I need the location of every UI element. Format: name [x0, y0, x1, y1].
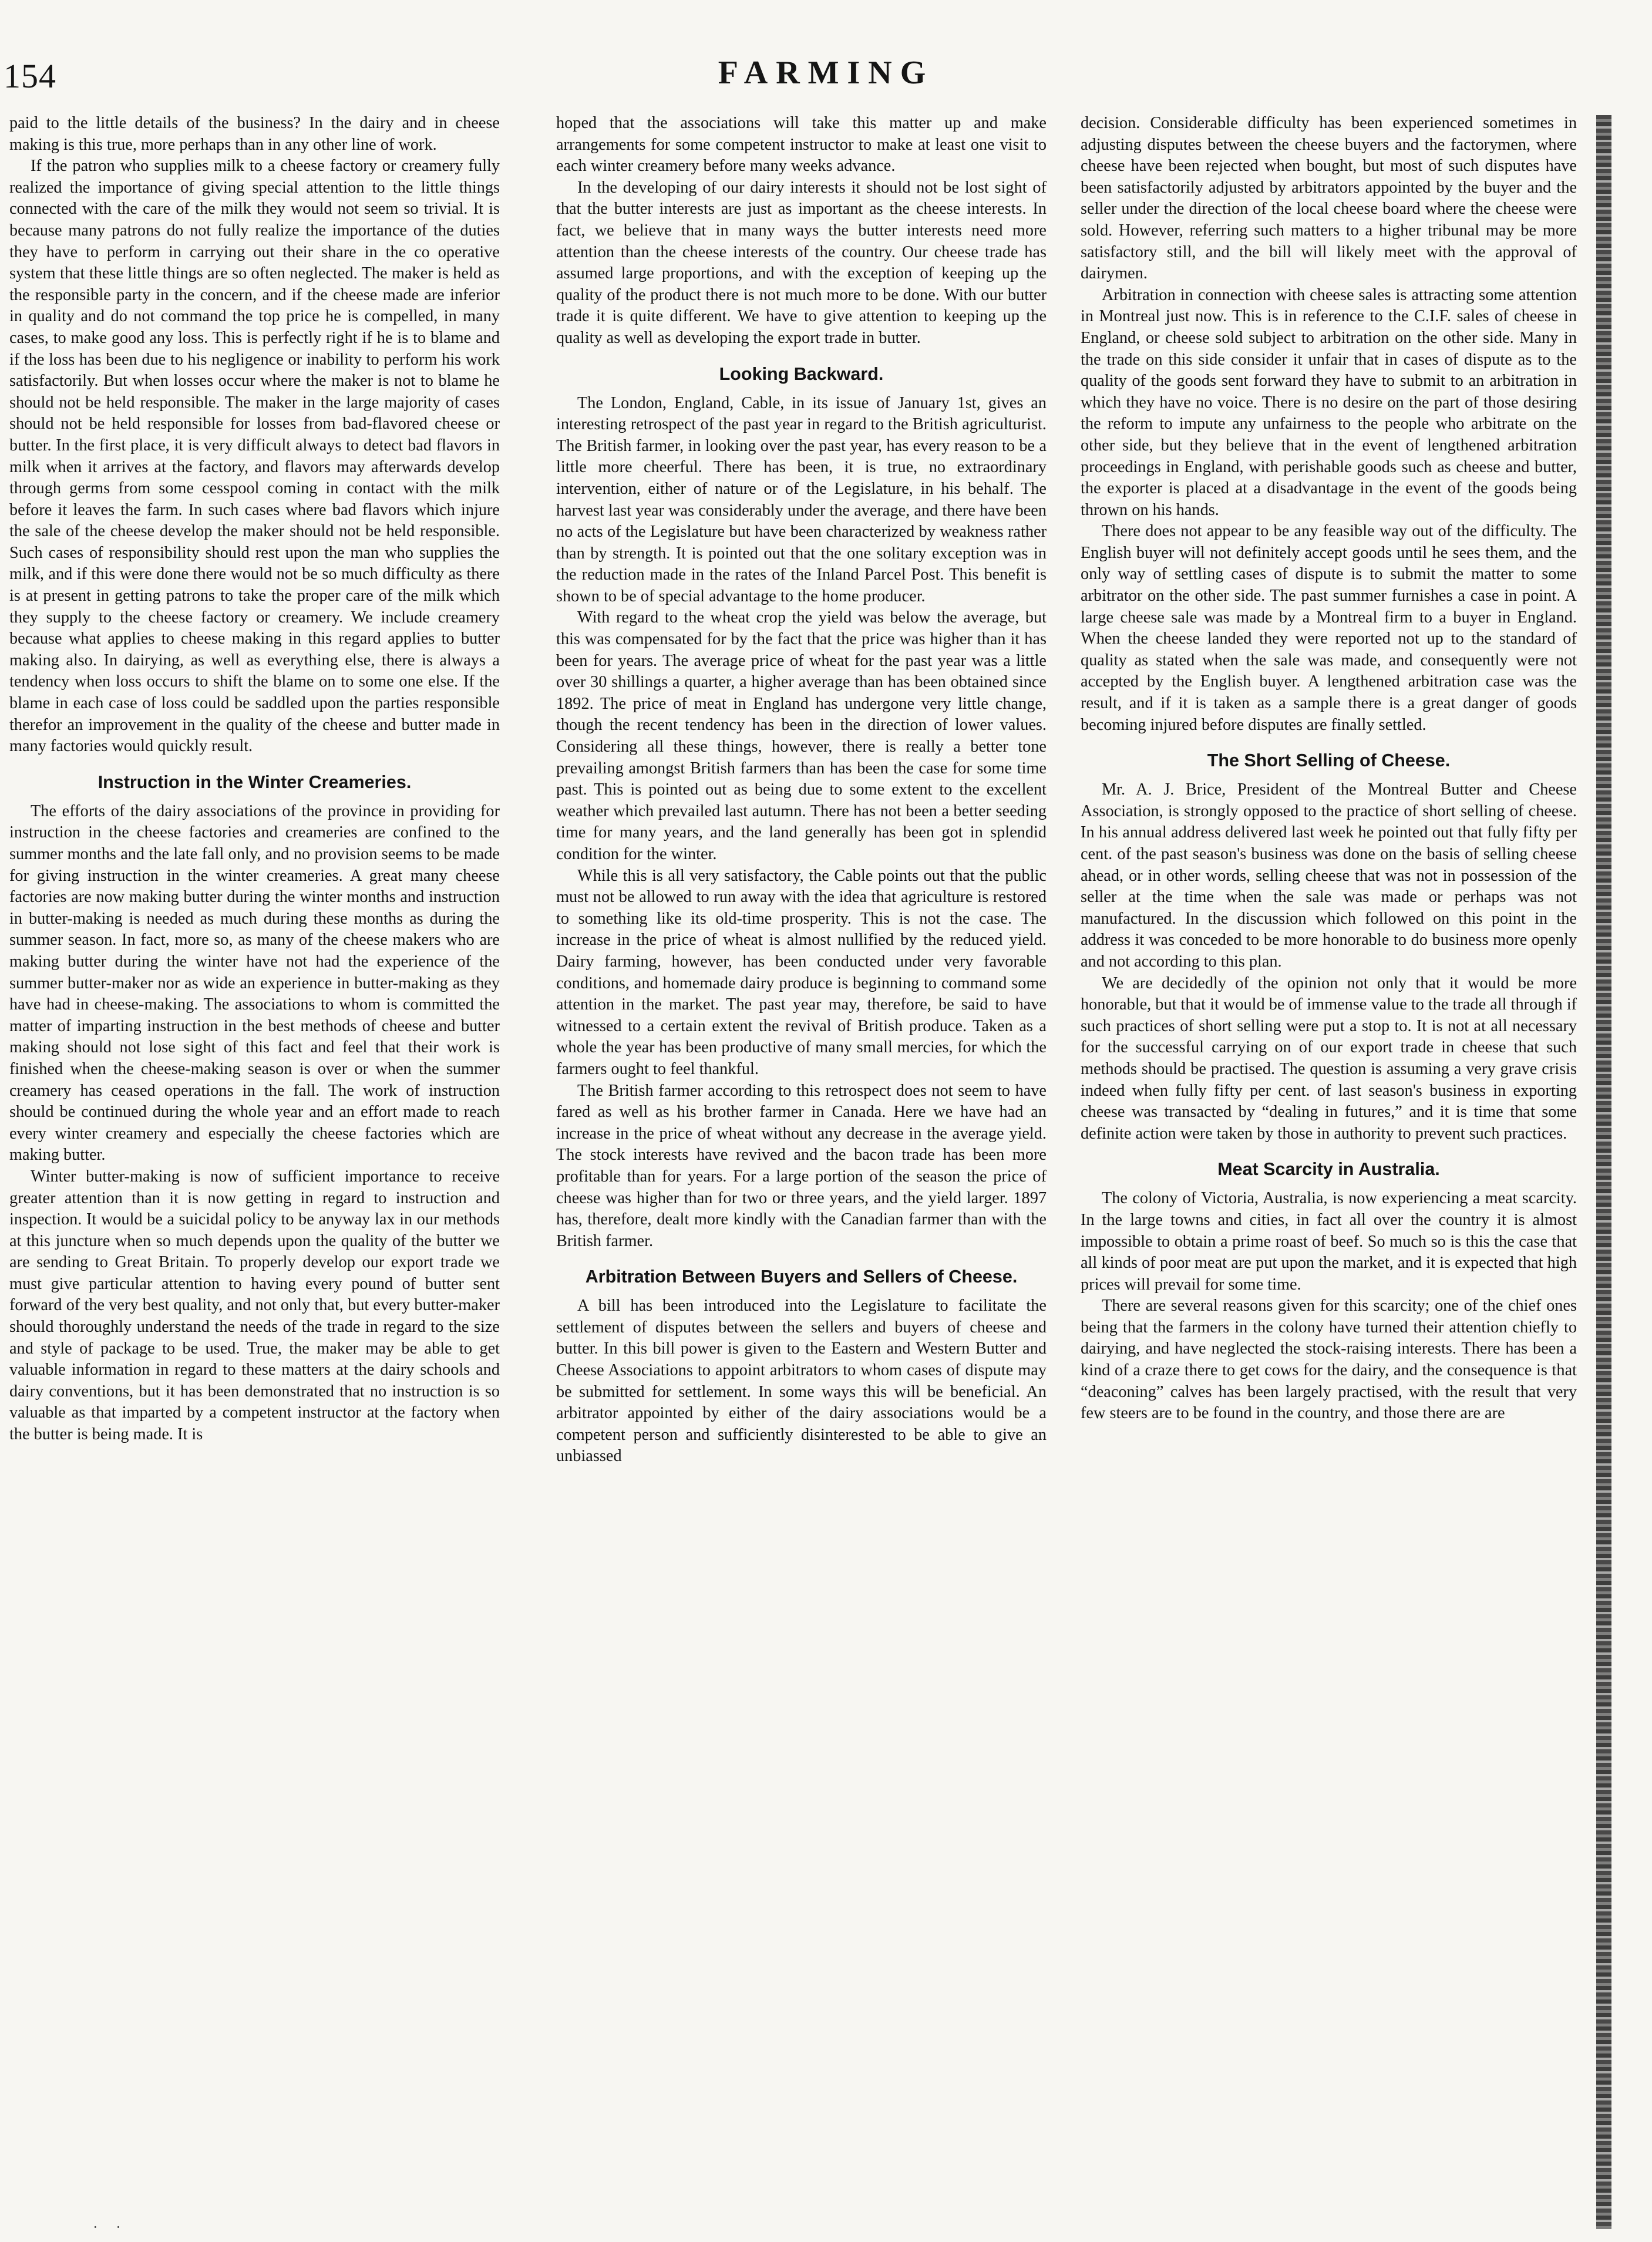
article-heading: The Short Selling of Cheese. [1207, 750, 1451, 771]
column-1 [9, 113, 500, 1446]
journal-title: FARMING [718, 55, 934, 91]
article-paragraph: Winter butter-making is now of sufficient importance to receive greater attention than it is now getting in regard to instruction and inspection. It would be a suicidal policy to be anyway lax in our methods at this juncture when so much depends upon the quality of the butter we are sending to Great Britain. To properly develop our export trade we must give particular attention to having every pound of butter sent forward of the very best quality, and not only that, but every butter-maker should thoroughly understand the needs of the trade in regard to the size and style of package to be used. True, the maker may be able to get valuable information in regard to these matters at the dairy schools and dairy conventions, but it has been demonstrated that no instruction is so valuable as that imparted by a competent instructor at the factory when the butter is being made. It is [9, 1167, 500, 1444]
column-3 [1081, 113, 1577, 1425]
article-paragraph: If the patron who supplies milk to a cheese factory or creamery fully realized the importance of giving special attention to the little things connected with the care of the milk they would not seem so trivial. It is because many patrons do not fully realize the importance of the duties they have to perform in carrying out their share in the co operative system that these little things are so often neglected. The maker is held as the responsible party in the concern, and if the cheese made are inferior in quality and do not command the top price he is compelled, in many cases, to make good any loss. This is perfectly right if he is to blame and if the loss has been due to his negligence or inability to perform his work satisfactorily. But when losses occur where the maker is not to blame he should not be held responsible. The maker in the large majority of cases should not be held responsible for losses from bad-flavored cheese or butter. In the first place, it is very difficult always to detect bad flavors in milk when it arrives at the factory, and flavors may afterwards develop through germs from some cesspool coming in contact with the milk before it leaves the farm. In such cases where bad flavors which injure the sale of the cheese develop the maker should not be held responsible. Such cases of responsibility should rest upon the man who supplies the milk, and if this were done there would not be so much difficulty as there is at present in getting patrons to take the proper care of the milk which they supply to the cheese factory or creamery. We include creamery because what applies to cheese making in this regard applies to butter making also. In dairying, as well as everything else, there is always a tendency when loss occurs to shift the blame on to some one else. If the blame in each case of loss could be saddled upon the parties responsible therefor an improvement in the quality of the cheese and butter made in many factories would quickly result. [9, 157, 500, 756]
article-paragraph: decision. Considerable difficulty has been experienced sometimes in adjusting disputes between the cheese buyers and the factorymen, where cheese have been rejected when bought, but most of such disputes have been satisfactorily adjusted by arbitrators appointed by the buyer and the seller under the direction of the local cheese board where the cheese were sold. However, referring such matters to a higher tribunal may be more satisfactory still, and the bill will likely meet with the approval of dairymen. [1081, 114, 1577, 283]
article-paragraph: Mr. A. J. Brice, President of the Montreal Butter and Cheese Association, is strongly opposed to the practice of short selling of cheese. In his annual address delivered last week he pointed out that fully fifty per cent. of the past season's business was done on the basis of selling cheese ahead, or in other words, selling cheese that was not in possession of the seller at the time when the sale was made or perhaps was not manufactured. In the discussion which followed on this point in the address it was conceded to be more honorable to do business more openly and not according to this plan. [1081, 780, 1577, 971]
article-paragraph: A bill has been introduced into the Legislature to facilitate the settlement of disputes between the sellers and buyers of cheese and butter. In this bill power is given to the Eastern and Western Butter and Cheese Associations to appoint arbitrators to whom cases of dispute may be submitted for settlement. In some ways this will be beneficial. An arbitrator appointed by either of the dairy associations would be a competent person and sufficiently disinterested to be able to give an unbiassed [556, 1297, 1047, 1466]
column-2 [556, 113, 1047, 1467]
article-paragraph: There does not appear to be any feasible way out of the difficulty. The English buyer will not definitely accept goods until he sees them, and the only way of settling cases of dispute is to submit the matter to some arbitrator on the other side. The past summer furnishes a case in point. A large cheese sale was made by a Montreal firm to a buyer in England. When the cheese landed they were reported not up to the standard of quality as stated when the sale was made, and consequently were not accepted by the English buyer. A lengthened arbitration case was the result, and if it is taken as a sample there is a great danger of goods becoming injured before disputes are finally settled. [1081, 522, 1577, 734]
article-paragraph: While this is all very satisfactory, the Cable points out that the public must not be allowed to run away with the idea that agriculture is restored to something like its old-time prosperity. This is not the case. The increase in the price of wheat is almost nullified by the reduced yield. Dairy farming, however, has been conducted under very favorable conditions, and homemade dairy produce is beginning to command some attention in the market. The past year may, therefore, be said to have witnessed to a certain extent the revival of British produce. Taken as a whole the year has been productive of many small mercies, for which the farmers ought to feel thankful. [556, 866, 1047, 1078]
article-heading: Instruction in the Winter Creameries. [97, 772, 412, 792]
article-paragraph: With regard to the wheat crop the yield was below the average, but this was compensated for by the fact that the price was higher than it has been for years. The average price of wheat for the past year was a little over 30 shillings a quarter, a higher average than has been obtained since 1892. The price of meat in England has undergone very little change, though the recent tendency has been in the direction of lower values. Considering all these things, however, there is really a better tone prevailing amongst British farmers than has been the case for some time past. This is pointed out as being due to some extent to the excellent weather which prevailed last autumn. There has not been a better seeding time for many years, and the land generally has been got in splendid condition for the winter. [556, 608, 1047, 863]
article-paragraph: Arbitration in connection with cheese sales is attracting some attention in Montreal just now. This is in reference to the C.I.F. sales of cheese in England, or cheese sold subject to arbitration on the other side. Many in the trade on this side consider it unfair that in cases of dispute as to the quality of the goods sent forward they have to submit to an arbitration in which they have no voice. There is no desire on the part of those desiring the reform to impute any unfairness to the people who arbitrate on the other side, but they believe that in the event of lengthened arbitration proceedings in England, with perishable goods such as cheese and butter, the exporter is placed at a disadvantage in the event of the goods being thrown on his hands. [1081, 285, 1577, 519]
article-paragraph: We are decidedly of the opinion not only that it would be more honorable, but that it would be of immense value to the trade all through if such practices of short selling were put a stop to. It is not at all necessary for the successful carrying on of our export trade in cheese that such methods should be practised. The question is assuming a very grave crisis indeed when fully fifty per cent. of last season's business in exporting cheese was transacted by “dealing in futures,” and it is time that some definite action were taken by those in authority to prevent such practices. [1081, 974, 1577, 1143]
article-heading: Meat Scarcity in Australia. [1217, 1159, 1440, 1180]
article-heading: Arbitration Between Buyers and Sellers of Cheese. [585, 1267, 1018, 1287]
article-paragraph: In the developing of our dairy interests it should not be lost sight of that the butter interests are just as important as the cheese interests. In fact, we believe that in many ways the butter interests need more attention than the cheese interests of the country. Our cheese trade has assumed large proportions, and with the exception of keeping up the quality of the product there is not much more to be done. With our butter trade it is quite different. We have to give attention to keeping up the quality as well as developing the export trade in butter. [556, 178, 1047, 347]
article-paragraph: hoped that the associations will take this matter up and make arrangements for some competent instructor to make at least one visit to each winter creamery before many weeks advance. [556, 114, 1047, 176]
article-paragraph: The efforts of the dairy associations of the province in providing for instruction in the cheese factories and creameries are confined to the summer months and the late fall only, and no provision seems to be made for giving instruction in the winter creameries. A great many cheese factories are now making butter during the winter months and instruction in butter-making is needed as much during these months as during the summer season. In fact, more so, as many of the cheese makers who are making butter during the winter have not had the experience of the summer butter-maker nor as wide an experience in butter-making as they have had in cheese-making. The associations to whom is committed the matter of imparting instruction in the best methods of cheese and butter making should not lose sight of this fact and feel that their work is finished when the cheese-making season is over or when the summer creamery has ceased operations in the fall. The work of instruction should be continued during the whole year and an effort made to reach every winter creamery and especially the cheese factories which are making butter. [9, 802, 500, 1164]
scan-speck-marks: · · [93, 2219, 128, 2236]
article-paragraph: The London, England, Cable, in its issue of January 1st, gives an interesting retrospect of the past year in regard to the British agriculturist. The British farmer, in looking over the past year, has every reason to be a little more cheerful. There has been, it is true, no extraordinary intervention, either of nature or of the Legislature, in his behalf. The harvest last year was considerably under the average, and there have been no acts of the Legislature but have been characterized by weakness rather than by strength. It is pointed out that the one solitary exception was in the reduction made in the rates of the Inland Parcel Post. This benefit is shown to be of special advantage to the home producer. [556, 393, 1047, 605]
article-heading: Looking Backward. [719, 363, 884, 384]
article-paragraph: The British farmer according to this retrospect does not seem to have fared as well as his brother farmer in Canada. Here we have had an increase in the price of wheat without any decrease in the average yield. The stock interests have revived and the bacon trade has been more profitable than for years. For a large portion of the season the price of cheese was higher than for two or three years, and the yield larger. 1897 has, therefore, dealt more kindly with the Canadian farmer than with the British farmer. [556, 1081, 1047, 1250]
article-paragraph: The colony of Victoria, Australia, is now experiencing a meat scarcity. In the large towns and cities, in fact all over the country it is almost impossible to obtain a prime roast of beef. So much so is this the case that all kinds of poor meat are put upon the market, and it is expected that high prices will prevail for some time. [1081, 1189, 1577, 1294]
article-paragraph: paid to the little details of the business? In the dairy and in cheese making is this true, more perhaps than in any other line of work. [9, 114, 500, 154]
article-paragraph: There are several reasons given for this scarcity; one of the chief ones being that the farmers in the colony have turned their attention chiefly to dairying, and have neglected the stock-raising interests. There has been a kind of a craze there to get cows for the dairy, and the consequence is that “deaconing” calves has been largely practised, with the result that very few steers are to be found in the country, and those there are are [1081, 1297, 1577, 1423]
page-number: 154 [4, 57, 56, 95]
scan-edge-decoration [1596, 115, 1611, 2229]
